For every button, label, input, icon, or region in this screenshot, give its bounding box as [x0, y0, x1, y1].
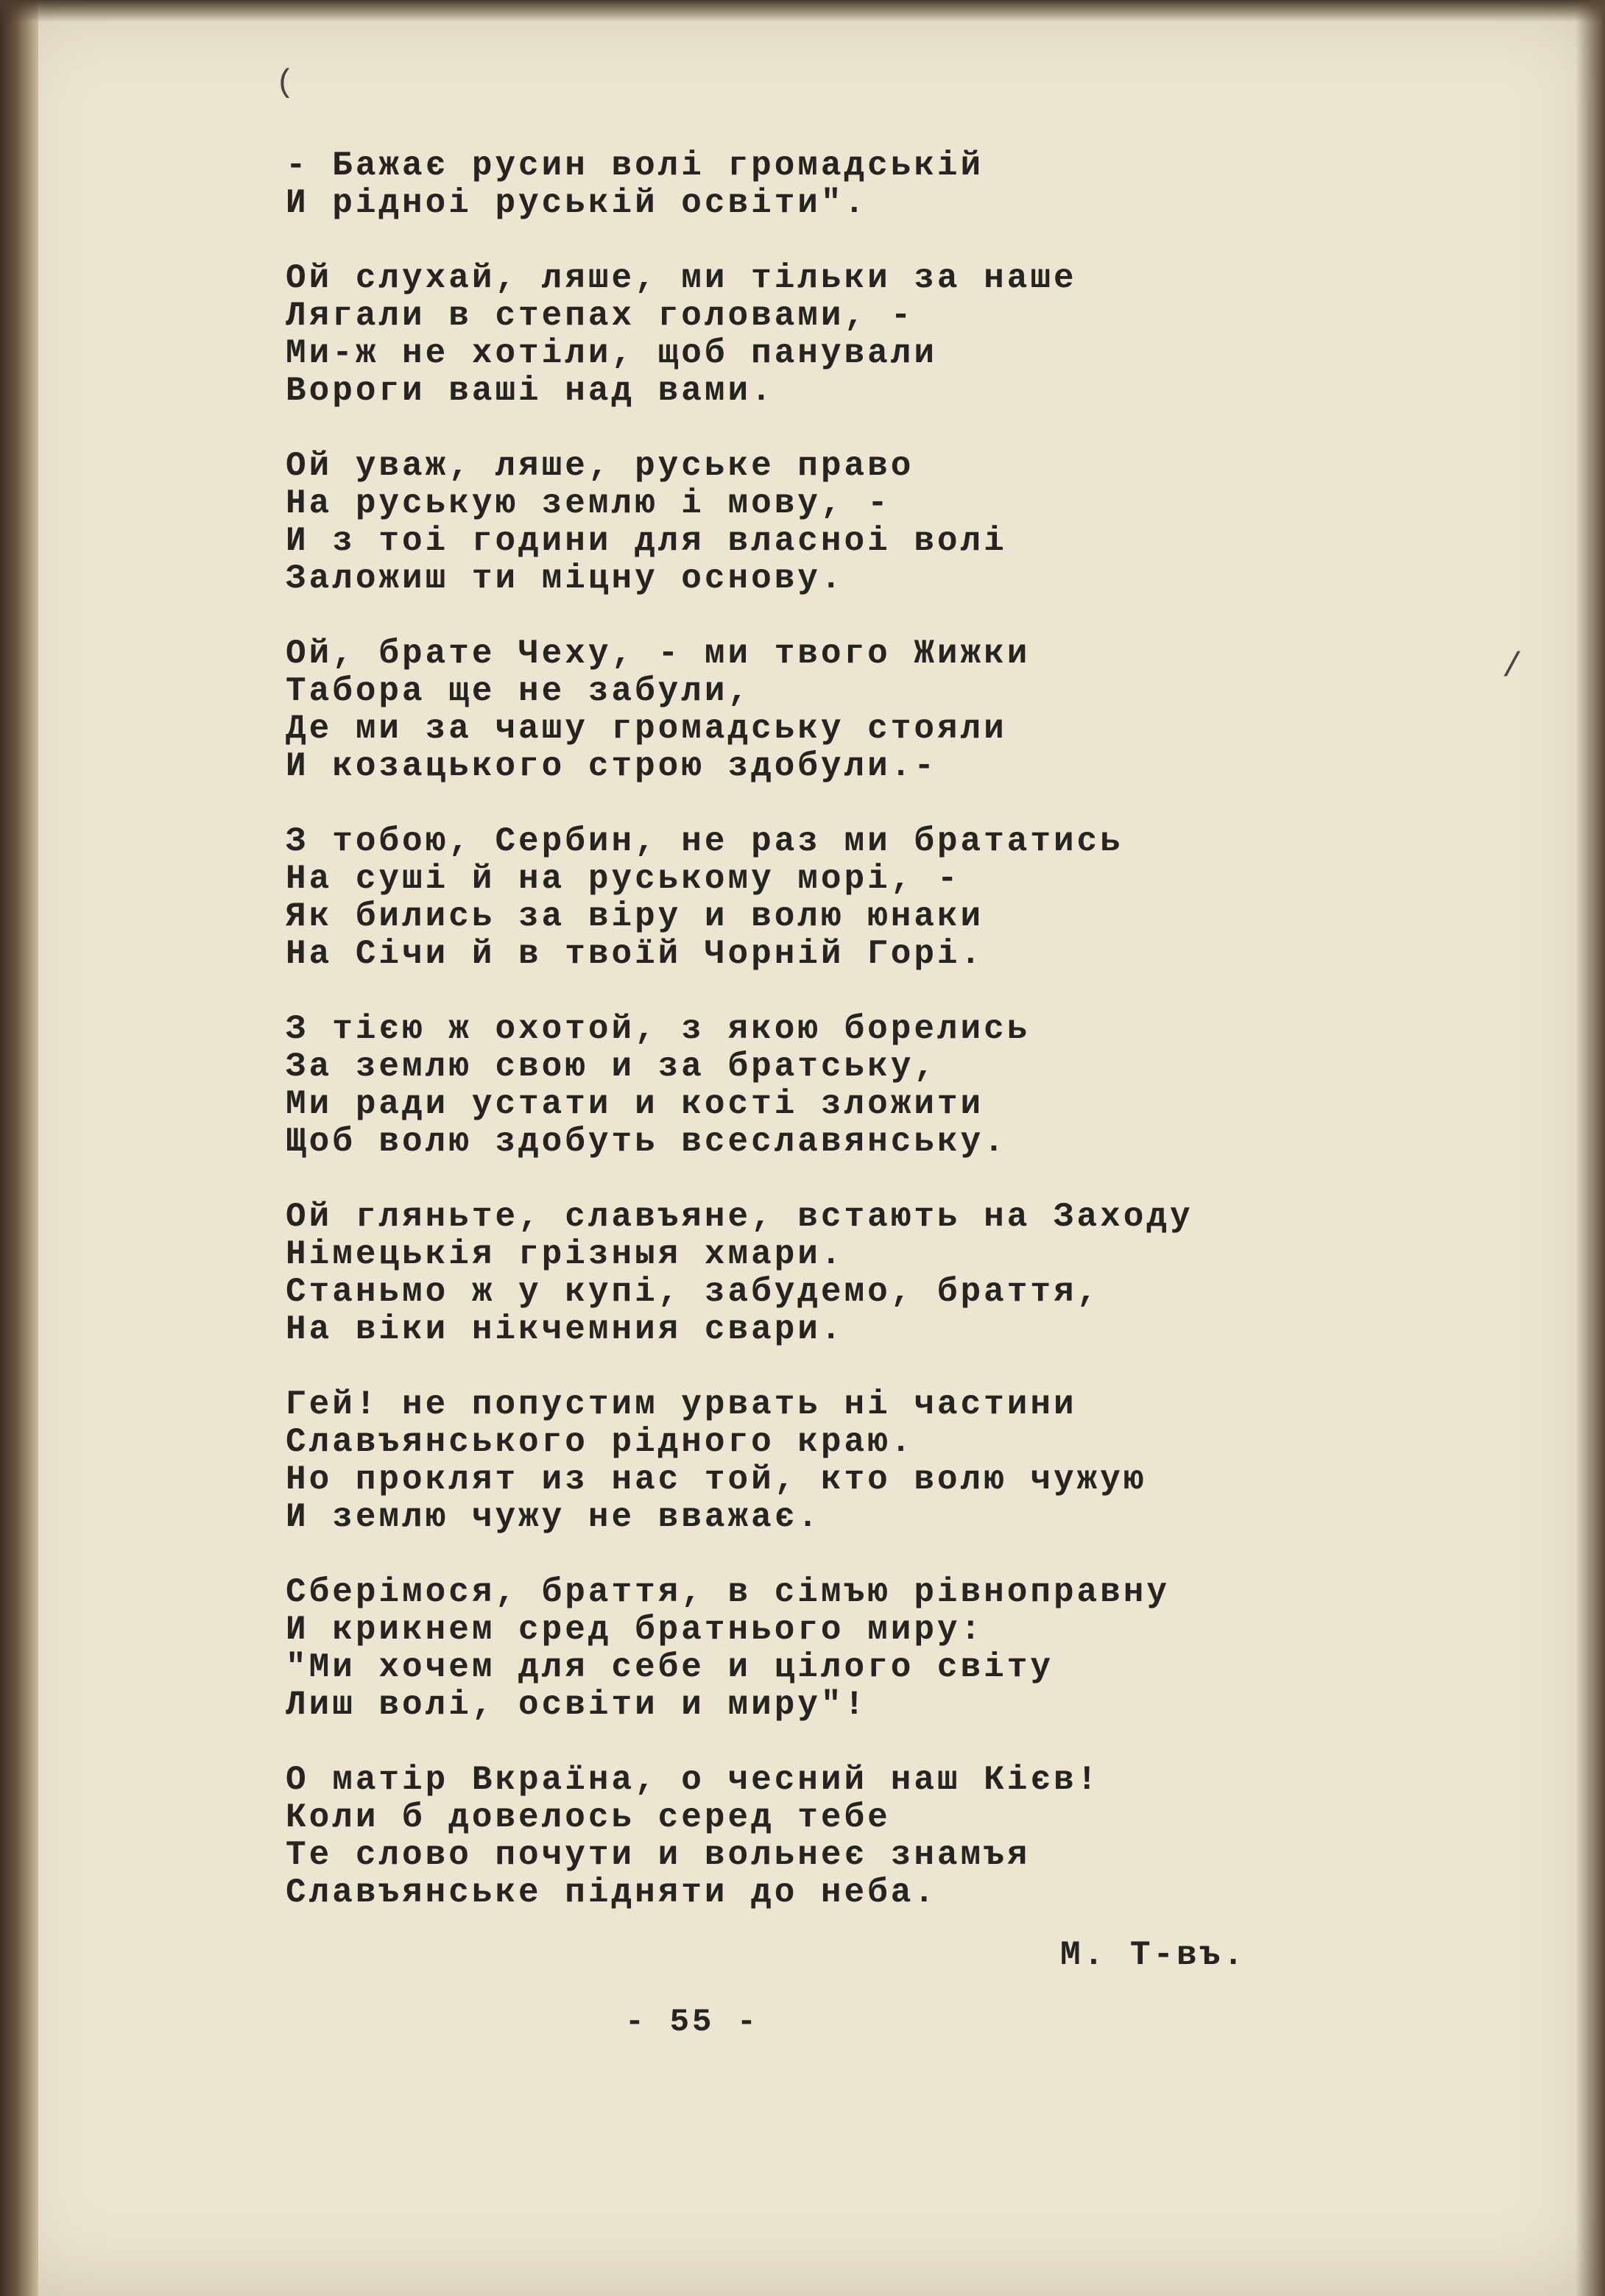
page-right-edge: [1576, 0, 1605, 2296]
stanza: [286, 823, 1302, 973]
stanza: [286, 1574, 1302, 1724]
poem-line: Ми-ж не хотіли, щоб панували: [286, 334, 937, 372]
poem-body: [286, 147, 1302, 1949]
page-top-edge: [0, 0, 1605, 22]
poem-line: Табора ще не забули,: [286, 672, 752, 710]
stanza: [286, 1011, 1302, 1161]
poem-line: З тією ж охотой, з якою борелись: [286, 1010, 1031, 1048]
poem-line: Щоб волю здобуть всеславянську.: [286, 1123, 1007, 1161]
poem-line: Те слово почути и вольнеє знамъя: [286, 1836, 1031, 1874]
pencil-mark: /: [1502, 648, 1523, 686]
poem-line: На суші й на руському морі, -: [286, 860, 961, 898]
book-spine-shadow: [0, 0, 38, 2296]
stanza: [286, 448, 1302, 598]
poem-line: З тобою, Сербин, не раз ми брататись: [286, 822, 1124, 861]
poem-line: Німецькія грізныя хмари.: [286, 1235, 844, 1274]
poem-line: Но проклят из нас той, кто волю чужую: [286, 1460, 1147, 1499]
poem-line: На Січи й в твоїй Чорній Горі.: [286, 935, 984, 973]
poem-line: Сберімося, браття, в сімъю рівноправну: [286, 1573, 1170, 1611]
poem-line: И рідноі руській освіти".: [286, 184, 868, 222]
stanza: [286, 147, 1302, 222]
pencil-mark: (: [275, 65, 295, 102]
poem-line: На віки нікчемния свари.: [286, 1310, 844, 1349]
poem-line: Лягали в степах головами, -: [286, 297, 914, 335]
poem-line: И землю чужу не вважає.: [286, 1498, 821, 1536]
poem-line: Гей! не попустим урвать ні частини: [286, 1385, 1077, 1424]
poem-line: И козацького строю здобули.-: [286, 747, 937, 785]
poem-line: Як бились за віру и волю юнаки: [286, 897, 984, 936]
stanza: [286, 1198, 1302, 1349]
stanza: [286, 260, 1302, 410]
poem-line: Лиш волі, освіти и миру"!: [286, 1686, 868, 1724]
poem-line: За землю свою и за братську,: [286, 1048, 937, 1086]
stanza: [286, 635, 1302, 785]
poem-line: Заложиш ти міцну основу.: [286, 559, 844, 598]
poem-line: О матір Вкраїна, о чесний наш Кієв!: [286, 1761, 1101, 1799]
poem-line: Ми ради устати и кості зложити: [286, 1085, 984, 1123]
poem-line: - Бажає русин волі громадській: [286, 146, 984, 185]
poem-line: И крикнем сред братнього миру:: [286, 1611, 984, 1649]
stanza: [286, 1762, 1302, 1912]
poem-line: Славъянське підняти до неба.: [286, 1873, 937, 1912]
poem-line: Славъянського рідного краю.: [286, 1423, 914, 1461]
poem-line: На руськую землю і мову, -: [286, 484, 891, 523]
poem-line: Ой, брате Чеху, - ми твого Жижки: [286, 635, 1031, 673]
poem-line: "Ми хочем для себе и цілого світу: [286, 1648, 1054, 1686]
poem-line: И з тоі години для власноі волі: [286, 522, 1007, 560]
poem-line: Станьмо ж у купі, забудемо, браття,: [286, 1273, 1101, 1311]
author-signature: М. Т-въ.: [1060, 1936, 1246, 1974]
page-number: - 55 -: [624, 2004, 760, 2041]
poem-line: Вороги ваші над вами.: [286, 372, 775, 410]
poem-line: Ой уваж, ляше, руське право: [286, 447, 914, 485]
poem-line: Коли б довелось серед тебе: [286, 1798, 891, 1837]
stanza: [286, 1386, 1302, 1536]
poem-line: Де ми за чашу громадську стояли: [286, 710, 1007, 748]
poem-line: Ой слухай, ляше, ми тільки за наше: [286, 259, 1077, 297]
poem-line: Ой гляньте, славъяне, встають на Заходу: [286, 1198, 1193, 1236]
